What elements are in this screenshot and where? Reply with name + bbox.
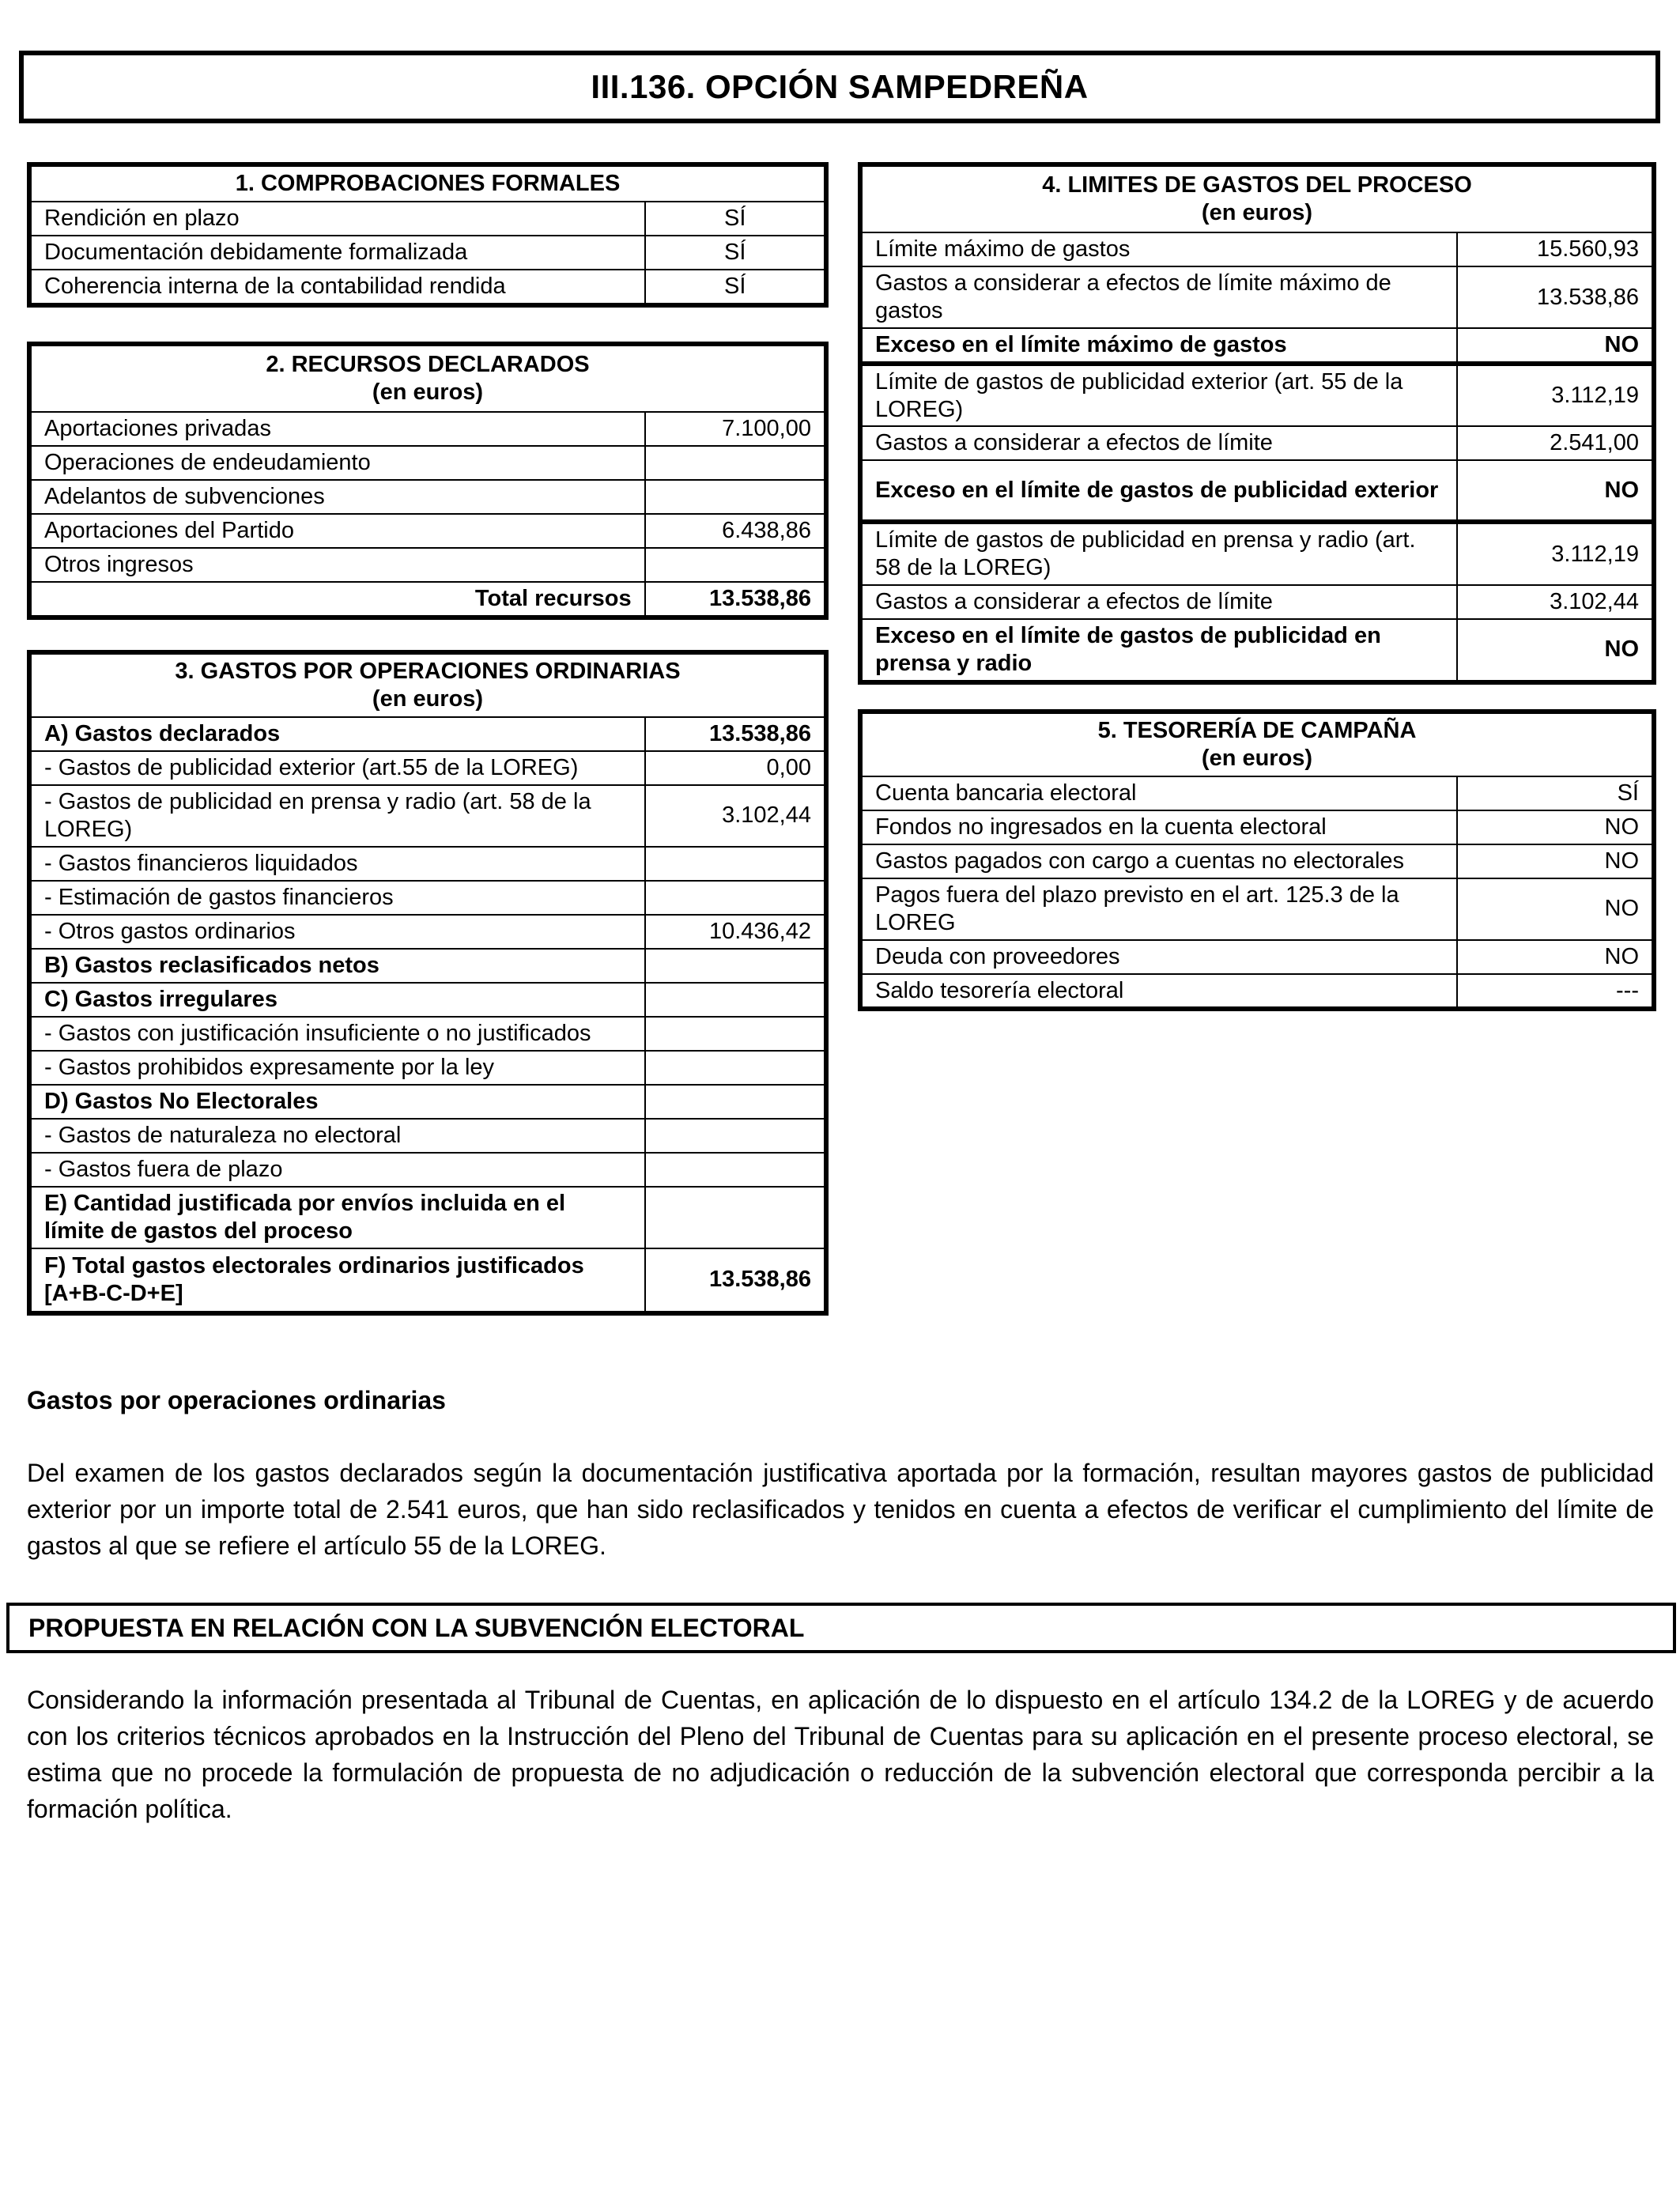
table-row: - Gastos fuera de plazo: [29, 1153, 826, 1187]
table-row: Aportaciones privadas 7.100,00: [29, 412, 826, 446]
table-row: Coherencia interna de la contabilidad rendida SÍ: [29, 270, 826, 305]
paragraph-propuesta: Considerando la información presentada al Tribunal de Cuentas, en aplicación de lo dispuesto en el artículo 134.2 de la LOREG y de acuerdo con los criterios técnicos aprobados en la Instrucción del Pleno del Tribunal de Cuentas para su aplicación en el presente proceso electoral, se estima que no procede la formulación de propuesta de no adjudicación o reducción de la subvención electoral que corresponda percibir a la formación política.: [27, 1686, 1654, 1823]
table-row: Operaciones de endeudamiento: [29, 446, 826, 480]
section-heading-gastos: Gastos por operaciones ordinarias: [27, 1386, 446, 1414]
table-row: Rendición en plazo SÍ: [29, 202, 826, 236]
table-row: Cuenta bancaria electoral SÍ: [860, 776, 1654, 810]
table-row: B) Gastos reclasificados netos: [29, 949, 826, 983]
table-recursos-declarados: [27, 342, 829, 620]
table-row: Gastos a considerar a efectos de límite 3.102,44: [860, 585, 1654, 619]
table-row: Adelantos de subvenciones: [29, 480, 826, 514]
document-title: III.136. OPCIÓN SAMPEDREÑA: [19, 51, 1660, 123]
table-row: Límite de gastos de publicidad exterior (art. 55 de la LOREG) 3.112,19: [860, 364, 1654, 427]
table-row: - Gastos de publicidad en prensa y radio (art. 58 de la LOREG) 3.102,44: [29, 785, 826, 847]
table-row: - Estimación de gastos financieros: [29, 881, 826, 915]
total-row: [29, 582, 826, 617]
table-row: Exceso en el límite máximo de gastos NO: [860, 328, 1654, 364]
table-row: C) Gastos irregulares: [29, 983, 826, 1017]
table-gastos-ordinarios: [27, 650, 829, 1316]
table-row: A) Gastos declarados 13.538,86: [29, 717, 826, 751]
table-row: - Gastos de publicidad exterior (art.55 de la LOREG) 0,00: [29, 751, 826, 785]
table-row: Aportaciones del Partido 6.438,86: [29, 514, 826, 548]
table-row: Exceso en el límite de gastos de publicidad exterior NO: [860, 460, 1654, 522]
table-row: Gastos pagados con cargo a cuentas no electorales NO: [860, 844, 1654, 878]
table-header: 3. GASTOS POR OPERACIONES ORDINARIAS (en euros): [29, 652, 826, 717]
table-row: - Gastos de naturaleza no electoral: [29, 1119, 826, 1153]
table-row: Límite de gastos de publicidad en prensa y radio (art. 58 de la LOREG) 3.112,19: [860, 522, 1654, 585]
table-header: 2. RECURSOS DECLARADOS (en euros): [29, 344, 826, 412]
table-row: Pagos fuera del plazo previsto en el art. 125.3 de la LOREG NO: [860, 878, 1654, 940]
table-header: 1. COMPROBACIONES FORMALES: [29, 164, 826, 202]
table-header: 4. LIMITES DE GASTOS DEL PROCESO (en euros): [860, 164, 1654, 232]
table-row: Gastos a considerar a efectos de límite máximo de gastos 13.538,86: [860, 266, 1654, 328]
table-row: Gastos a considerar a efectos de límite 2.541,00: [860, 426, 1654, 460]
table-row: Exceso en el límite de gastos de publicidad en prensa y radio NO: [860, 619, 1654, 682]
table-tesoreria-campana: [858, 709, 1656, 1011]
table-row: F) Total gastos electorales ordinarios justificados [A+B-C-D+E] 13.538,86: [29, 1248, 826, 1313]
table-comprobaciones-formales: [27, 162, 829, 308]
table-row: Otros ingresos: [29, 548, 826, 582]
total-value: 13.538,86: [645, 582, 826, 617]
paragraph-gastos: Del examen de los gastos declarados según la documentación justificativa aportada por la formación, resultan mayores gastos de publicidad exterior por un importe total de 2.541 euros, que han sido reclasificados y tenidos en cuenta a efectos de verificar el cumplimiento del límite de gastos al que se refiere el artículo 55 de la LOREG.: [27, 1459, 1654, 1560]
table-row: E) Cantidad justificada por envíos incluida en el límite de gastos del proceso: [29, 1187, 826, 1248]
table-row: Saldo tesorería electoral ---: [860, 974, 1654, 1010]
section-heading-propuesta: PROPUESTA EN RELACIÓN CON LA SUBVENCIÓN ELECTORAL: [6, 1603, 1676, 1653]
table-row: Deuda con proveedores NO: [860, 940, 1654, 974]
table-header: 5. TESORERÍA DE CAMPAÑA (en euros): [860, 712, 1654, 776]
table-row: - Otros gastos ordinarios 10.436,42: [29, 915, 826, 949]
table-row: D) Gastos No Electorales: [29, 1085, 826, 1119]
table-row: - Gastos financieros liquidados: [29, 847, 826, 881]
table-row: - Gastos prohibidos expresamente por la ley: [29, 1051, 826, 1085]
table-row: Límite máximo de gastos 15.560,93: [860, 232, 1654, 266]
table-row: - Gastos con justificación insuficiente o no justificados: [29, 1017, 826, 1051]
table-row: Fondos no ingresados en la cuenta electoral NO: [860, 810, 1654, 844]
table-row: Documentación debidamente formalizada SÍ: [29, 236, 826, 270]
table-limites-gastos: [858, 162, 1656, 685]
total-label: Total recursos: [29, 582, 645, 617]
